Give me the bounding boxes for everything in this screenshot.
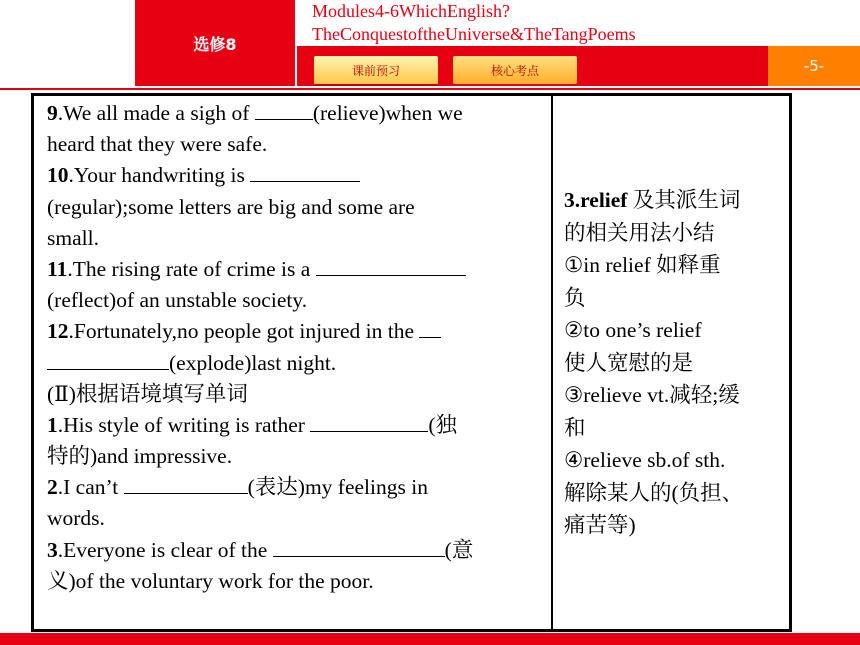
exercise-line — [47, 98, 542, 129]
question-hint: (表达)my feelings in — [247, 475, 428, 500]
note-line — [564, 249, 779, 282]
note-text: 和 — [564, 415, 586, 440]
note-heading: 3.relief — [564, 188, 628, 212]
page-number: -5- — [768, 46, 860, 86]
answer-blank[interactable] — [47, 351, 169, 370]
question-text: .Everyone is clear of the — [57, 537, 273, 562]
question-number: 11 — [47, 256, 68, 281]
notes-column — [564, 184, 779, 542]
exercise-line — [47, 129, 542, 160]
module-tab[interactable]: 选修8 — [135, 0, 295, 86]
answer-blank[interactable] — [419, 319, 441, 338]
answer-blank[interactable] — [255, 101, 313, 120]
line-text: (reflect)of an unstable society. — [47, 288, 308, 313]
header-divider — [0, 88, 860, 90]
question-number: 3 — [47, 537, 58, 562]
question-text: .Fortunately,no people got injured in the — [68, 319, 420, 344]
exercise-line — [47, 535, 542, 566]
exercise-line — [47, 223, 542, 254]
exercise-line — [47, 348, 542, 379]
question-number: 1 — [47, 412, 58, 437]
answer-blank[interactable] — [250, 163, 360, 182]
line-text: small. — [47, 225, 99, 250]
tab-key-points[interactable]: 核心考点 — [453, 56, 577, 84]
exercise-line — [47, 472, 542, 503]
question-text: .I can’t — [57, 475, 124, 500]
answer-blank[interactable] — [273, 538, 445, 557]
line-text: (Ⅱ)根据语境填写单词 — [47, 381, 248, 406]
note-line — [564, 347, 779, 380]
page-title — [312, 0, 636, 46]
note-text: ①in relief 如释重 — [564, 253, 721, 277]
note-line — [564, 379, 779, 412]
question-hint: (独 — [428, 412, 458, 437]
exercise-line — [47, 410, 542, 441]
note-line — [564, 509, 779, 542]
question-text: .We all made a sigh of — [57, 101, 255, 125]
exercise-line — [47, 192, 542, 223]
note-line — [564, 184, 779, 217]
note-line — [564, 217, 779, 250]
note-text: 使人宽慰的是 — [564, 350, 694, 375]
exercise-line — [47, 379, 542, 410]
exercise-line — [47, 285, 542, 316]
note-text: ②to one’s relief — [564, 318, 702, 342]
line-text: heard that they were safe. — [47, 132, 268, 157]
exercise-line — [47, 503, 542, 534]
content-box — [31, 93, 792, 632]
question-number: 12 — [47, 319, 69, 344]
note-text: 痛苦等) — [564, 513, 636, 537]
question-hint: (意 — [444, 537, 474, 562]
question-number: 2 — [47, 475, 58, 500]
note-line — [564, 444, 779, 477]
note-text: 负 — [564, 285, 586, 310]
note-text: ③relieve vt.减轻;缓 — [564, 383, 740, 407]
line-text: (regular);some letters are big and some are — [47, 194, 415, 219]
answer-blank[interactable] — [310, 413, 428, 432]
exercise-line — [47, 566, 542, 597]
question-number: 9 — [47, 101, 58, 125]
title-line-2: TheConquestoftheUniverse&TheTangPoems — [312, 24, 636, 44]
column-divider — [551, 96, 553, 629]
note-text: ④relieve sb.of sth. — [564, 448, 726, 472]
note-text: 的相关用法小结 — [564, 220, 715, 245]
note-line — [564, 412, 779, 445]
exercise-line — [47, 316, 542, 347]
exercise-line — [47, 254, 542, 285]
answer-blank[interactable] — [316, 257, 466, 276]
note-line — [564, 477, 779, 510]
note-text: 及其派生词 — [627, 188, 741, 212]
tab-preview[interactable]: 课前预习 — [314, 56, 438, 86]
question-text: .Your handwriting is — [68, 163, 251, 188]
line-text: 义)of the voluntary work for the poor. — [47, 568, 374, 593]
question-number: 10 — [47, 163, 69, 188]
question-hint: (relieve)when we — [312, 101, 463, 125]
question-text: .The rising rate of crime is a — [67, 256, 316, 281]
question-text: .His style of writing is rather — [57, 412, 311, 437]
line-text: 特的)and impressive. — [47, 444, 233, 469]
note-text: 解除某人的(负担、 — [564, 480, 744, 505]
exercise-line — [47, 441, 542, 472]
question-hint: (explode)last night. — [169, 350, 337, 375]
title-line-1: Modules4-6WhichEnglish? — [312, 1, 510, 21]
line-text: words. — [47, 506, 105, 531]
note-line — [564, 282, 779, 315]
exercise-column — [47, 98, 542, 597]
answer-blank[interactable] — [124, 475, 248, 494]
note-line — [564, 314, 779, 347]
footer-bar — [0, 633, 860, 645]
exercise-line — [47, 160, 542, 191]
